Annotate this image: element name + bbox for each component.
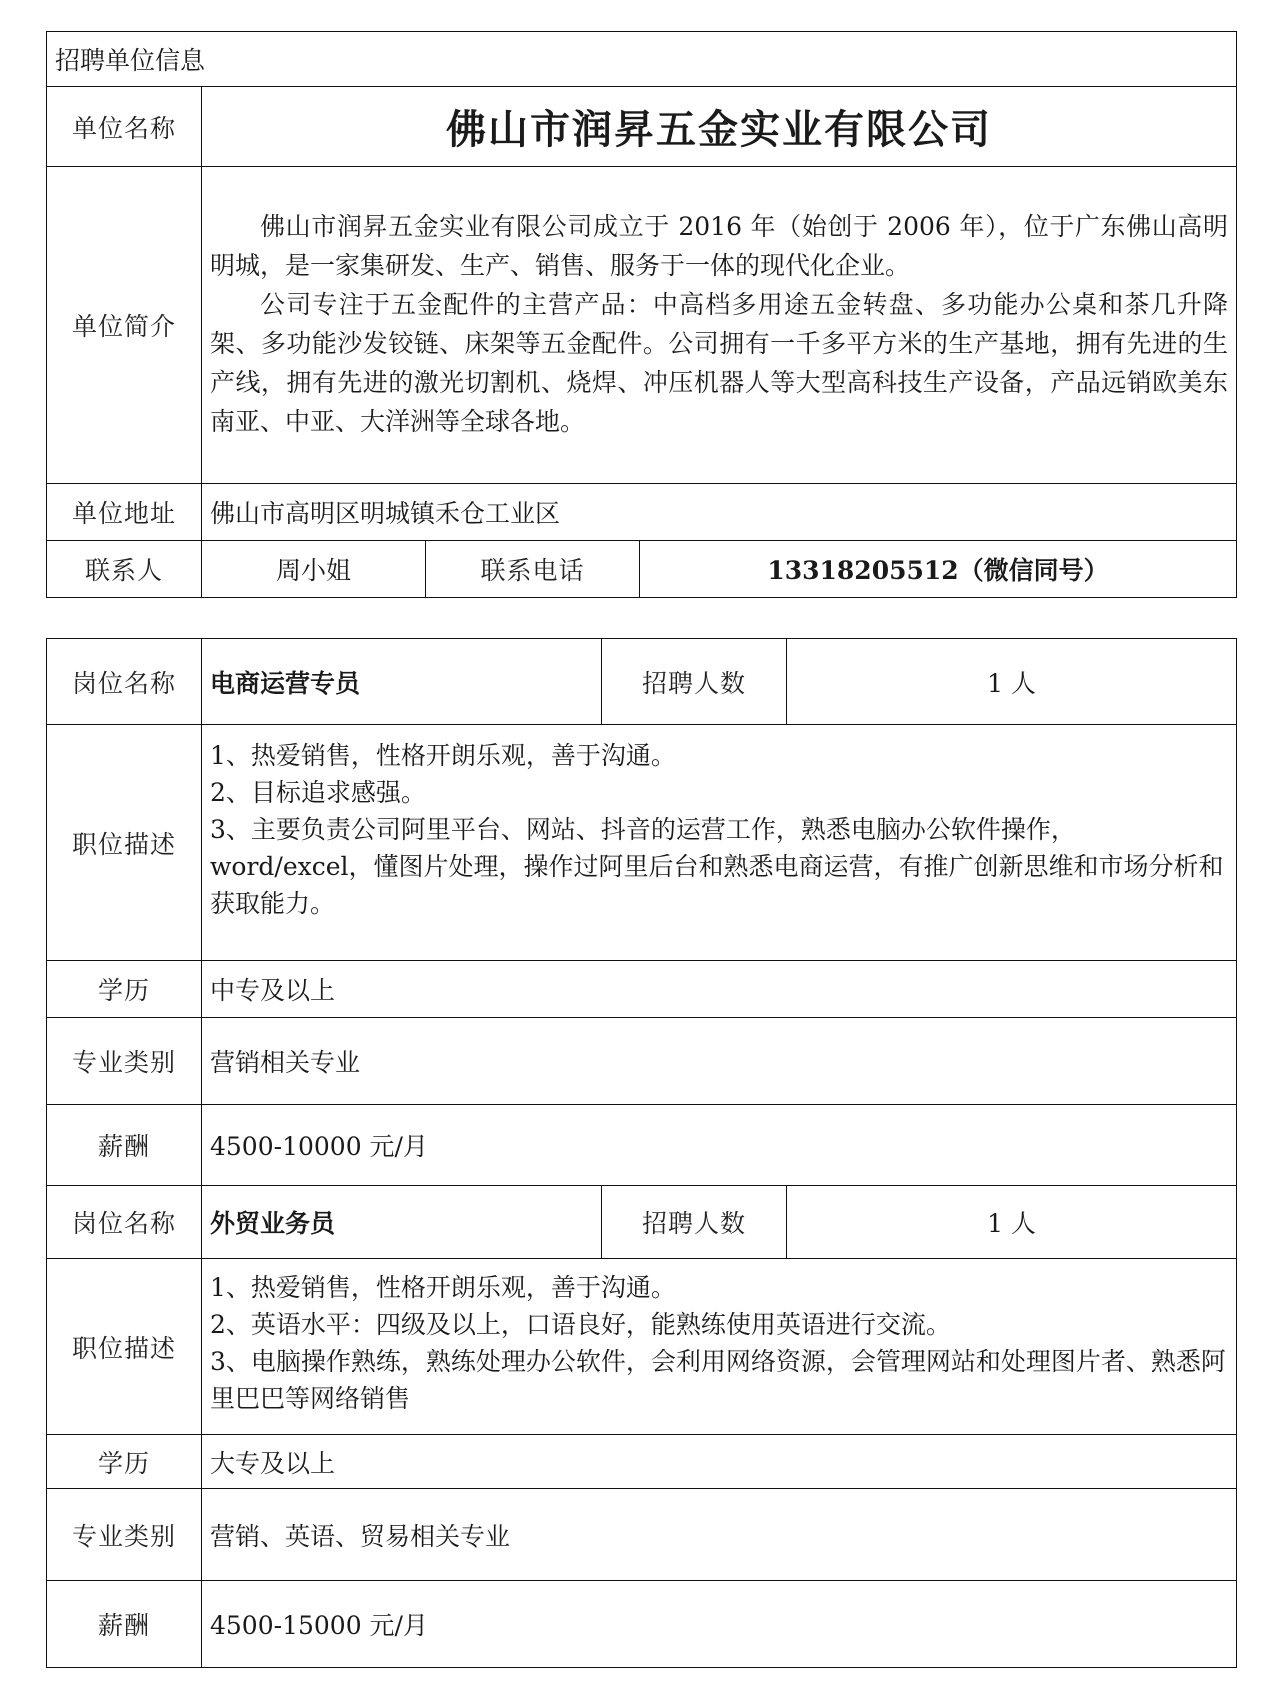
phone-value: 13318205512（微信同号） [640,541,1237,598]
job-desc-line: 3、电脑操作熟练，熟练处理办公软件，会利用网络资源，会管理网站和处理图片者、熟悉阿里巴巴等网络销售 [210,1347,1226,1413]
contact-label: 联系人 [47,541,202,598]
job-desc-line: 1、热爱销售，性格开朗乐观，善于沟通。 [210,741,676,770]
company-intro-label: 单位简介 [47,167,202,484]
company-intro [202,167,1237,484]
jobs-table [46,638,1237,1668]
company-name-label: 单位名称 [47,87,202,167]
job-title-label: 岗位名称 [47,639,202,725]
contact-value: 周小姐 [202,541,426,598]
education-value: 中专及以上 [202,961,1237,1018]
intro-paragraph: 公司专注于五金配件的主营产品：中高档多用途五金转盘、多功能办公桌和茶几升降架、多功能沙发铰链、床架等五金配件。公司拥有一千多平方米的生产基地，拥有先进的生产线，拥有先进的激光切割机、烧焊、冲压机器人等大型高科技生产设备，产品远销欧美东南亚、中亚、大洋洲等全球各地。 [210,290,1229,436]
address-value: 佛山市高明区明城镇禾仓工业区 [202,484,1237,541]
salary-value: 4500-10000 元/月 [202,1105,1237,1186]
major-label: 专业类别 [47,1489,202,1581]
phone-label: 联系电话 [426,541,640,598]
job-desc-line: 3、主要负责公司阿里平台、网站、抖音的运营工作，熟悉电脑办公软件操作，word/excel，懂图片处理，操作过阿里后台和熟悉电商运营，有推广创新思维和市场分析和获取能力。 [210,815,1224,918]
address-label: 单位地址 [47,484,202,541]
job-desc-label: 职位描述 [47,725,202,961]
education-label: 学历 [47,1435,202,1489]
education-value: 大专及以上 [202,1435,1237,1489]
major-label: 专业类别 [47,1018,202,1105]
job-desc-line: 1、热爱销售，性格开朗乐观，善于沟通。 [210,1273,676,1302]
job-title-value: 外贸业务员 [202,1186,602,1259]
section-title: 招聘单位信息 [47,32,1237,87]
job-title-row [47,639,1237,725]
salary-label: 薪酬 [47,1581,202,1668]
major-value: 营销、英语、贸易相关专业 [202,1489,1237,1581]
job-desc [202,725,1237,961]
job-title-value: 电商运营专员 [202,639,602,725]
company-name: 佛山市润昇五金实业有限公司 [202,87,1237,167]
company-info-table [46,31,1237,598]
salary-label: 薪酬 [47,1105,202,1186]
headcount-value: 1 人 [787,1186,1237,1259]
headcount-label: 招聘人数 [602,1186,787,1259]
education-label: 学历 [47,961,202,1018]
job-desc-line: 2、英语水平：四级及以上，口语良好，能熟练使用英语进行交流。 [210,1310,951,1339]
intro-paragraph: 佛山市润昇五金实业有限公司成立于 2016 年（始创于 2006 年），位于广东佛山高明明城，是一家集研发、生产、销售、服务于一体的现代化企业。 [210,212,1229,280]
major-value: 营销相关专业 [202,1018,1237,1105]
job-desc [202,1259,1237,1435]
job-title-row [47,1186,1237,1259]
salary-value: 4500-15000 元/月 [202,1581,1237,1668]
headcount-value: 1 人 [787,639,1237,725]
job-title-label: 岗位名称 [47,1186,202,1259]
headcount-label: 招聘人数 [602,639,787,725]
job-desc-label: 职位描述 [47,1259,202,1435]
job-desc-line: 2、目标追求感强。 [210,778,426,807]
